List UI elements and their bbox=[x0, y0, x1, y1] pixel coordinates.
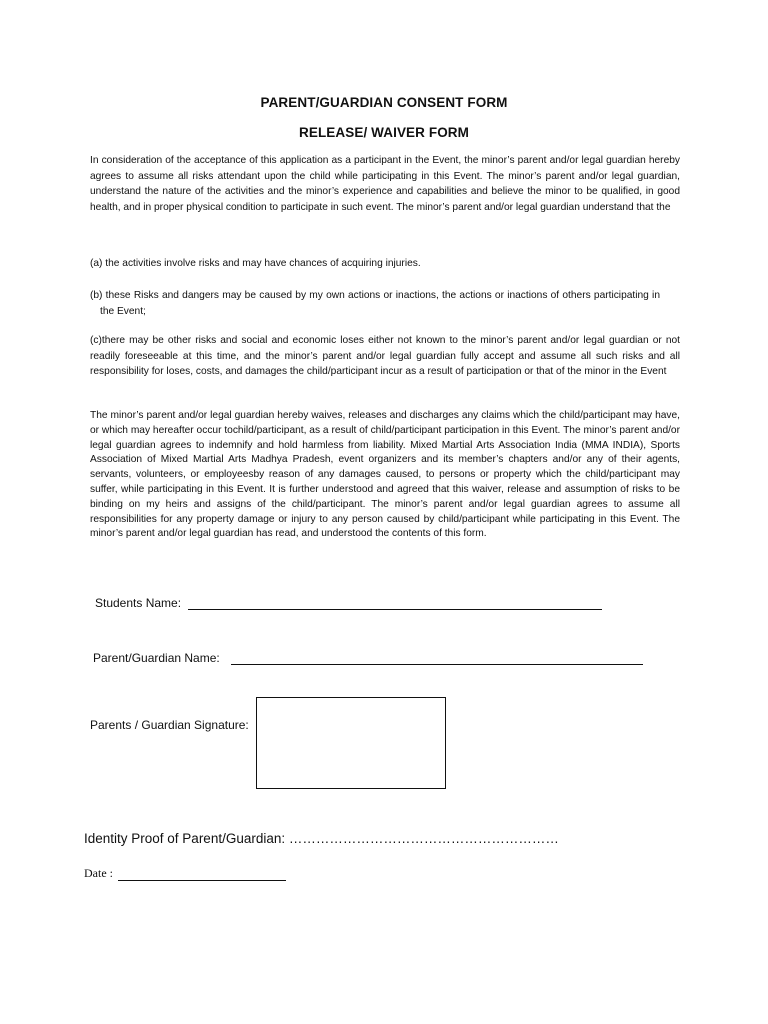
risk-item-b: (b) these Risks and dangers may be caused by my own actions or inactions, the actions or inactions of others participating in the Event; bbox=[90, 290, 660, 317]
signature-box[interactable] bbox=[256, 697, 446, 789]
form-subtitle: RELEASE/ WAIVER FORM bbox=[298, 125, 469, 140]
risk-item-c: (c)there may be other risks and social and economic loses either not known to the minor’s parent and/or legal guardian or not readily foreseeable at this time, and the minor’s parent and/or legal guardian fully accept and assume all such risks and all responsibility for loses, costs, and damages the child/participant incur as a result of participation or that of the minor in the Event bbox=[90, 335, 680, 378]
guardian-name-label: Parent/Guardian Name: bbox=[93, 651, 220, 665]
risk-item-a: (a) the activities involve risks and may have chances of acquiring injuries. bbox=[90, 258, 421, 269]
intro-paragraph: In consideration of the acceptance of this application as a participant in the Event, the minor’s parent and/or legal guardian hereby agrees to assume all risks attendant upon the child while participating in this Event. The minor’s parent and/or legal guardian, understand the nature of the activities and the minor’s experience and capabilities and believe the minor to be qualified, in good health, and in proper physical condition to participate in such event. The minor’s parent and/or legal guardian understand that the bbox=[90, 155, 680, 213]
guardian-name-field[interactable] bbox=[231, 664, 643, 665]
date-field[interactable] bbox=[118, 880, 286, 881]
id-proof-row bbox=[84, 831, 559, 846]
id-proof-label: Identity Proof of Parent/Guardian: bbox=[84, 831, 286, 846]
signature-label: Parents / Guardian Signature: bbox=[90, 718, 249, 732]
student-name-label: Students Name: bbox=[95, 596, 182, 610]
id-proof-field[interactable]: …………………………………………………… bbox=[288, 831, 559, 846]
date-label: Date : bbox=[84, 866, 113, 880]
form-title: PARENT/GUARDIAN CONSENT FORM bbox=[260, 95, 508, 110]
waiver-paragraph: The minor’s parent and/or legal guardian hereby waives, releases and discharges any claims which the child/participant may have, or which may hereafter occur tochild/participant, as a result of child/participant participation in this Event. The minor’s parent and/or legal guardian agrees to indemnify and hold harmless from liability. Mixed Martial Arts Association India (MMA INDIA), Sports Association of Mixed Martial Arts Madhya Pradesh, event organizers and its member’s chapters and/or any of their agents, servants, volunteers, or employeesby reason of any damages caused, to persons or property which the child/participant may suffer, while participating in this Event. It is further understood and agreed that this waiver, release and assumption of risks to be binding on my heirs and assigns of the child/participant. The minor’s parent and/or legal guardian agrees to assume all responsibilities for any property damage or injury to any person caused by child/participant while participating in this Event. The minor’s parent and/or legal guardian has read, and understood the contents of this form. bbox=[90, 410, 680, 540]
student-name-field[interactable] bbox=[188, 609, 602, 610]
